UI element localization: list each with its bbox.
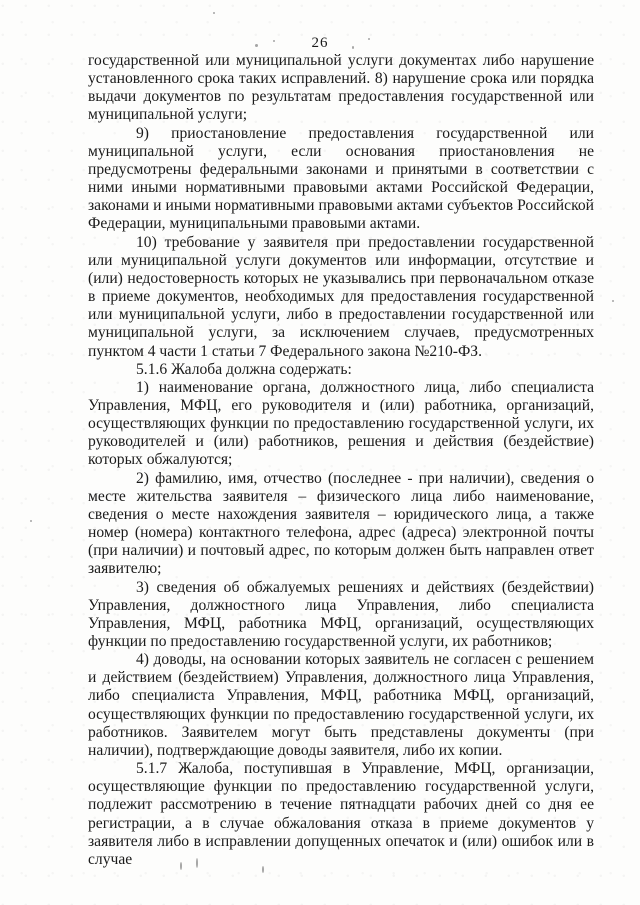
scan-speck — [255, 44, 258, 47]
scan-speck — [612, 300, 614, 302]
paragraph: 10) требование у заявителя при предоставлении государственной или муниципальной услуги документов или информации, отсутствие и (или) недостоверность которых не указывались при первоначальном отказе в приеме документов, необходимых для предоставления государственной или муниципальной услуги, либо в предоставлении государственной или муниципальной услуги, за исключением случаев, предусмотренных пунктом 4 части 1 статьи 7 Федерального закона №210-ФЗ. — [88, 233, 594, 360]
page-number: 26 — [311, 35, 329, 51]
scan-speck — [180, 862, 182, 870]
paragraph: государственной или муниципальной услуги документах либо нарушение установленного срока таких исправлений. 8) нарушение срока или порядка выдачи документов по результатам предоставления государственной или муниципальной услуги; — [88, 52, 594, 124]
paragraph: 3) сведения об обжалуемых решениях и действиях (бездействии) Управления, должностного лица Управления, либо специалиста Управления, МФЦ, работника МФЦ, организаций, осуществляющих функции по предоставлению государственной услуги, их работников; — [88, 578, 594, 650]
paragraph: 5.1.7 Жалоба, поступившая в Управление, МФЦ, организации, осуществляющие функции по предоставлению государственной услуги, подлежит рассмотрению в течение пятнадцати рабочих дней со дня ее регистрации, а в случае обжалования отказа в приеме документов у заявителя либо в исправлении допущенных опечаток и (или) ошибок или в случае — [88, 760, 594, 868]
paragraph: 4) доводы, на основании которых заявитель не согласен с решением и действием (бездействием) Управления, должностного лица Управления, либо специалиста Управления, МФЦ, работника МФЦ, организаций, осуществляющих функции по предоставлению государственной услуги, их работников. Заявителем могут быть представлены документы (при наличии), подтверждающие доводы заявителя, либо их копии. — [88, 651, 594, 759]
scan-speck — [262, 866, 264, 873]
paragraph: 5.1.6 Жалоба должна содержать: — [136, 360, 352, 378]
document-body — [88, 52, 594, 869]
paragraph: 2) фамилию, имя, отчество (последнее - при наличии), сведения о месте жительства заявителя – физического лица либо наименование, сведения о месте нахождения заявителя – юридического лица, а также номер (номера) контактного телефона, адрес (адреса) электронной почты (при наличии) и почтовый адрес, по которым должен быть направлен ответ заявителю; — [88, 469, 594, 578]
scan-speck — [368, 38, 370, 40]
paragraph: 9) приостановление предоставления государственной или муниципальной услуги, если основания приостановления не предусмотрены федеральными законами и принятыми в соответствии с ними иными нормативными правовыми актами Российской Федерации, законами и иными нормативными правовыми актами субъектов Российской Федерации, муниципальными правовыми актами. — [88, 124, 594, 233]
scan-speck — [213, 12, 215, 14]
scan-speck — [352, 46, 354, 49]
scan-speck — [196, 858, 198, 868]
paragraph: 1) наименование органа, должностного лица, либо специалиста Управления, МФЦ, его руководителя и (или) работника, организаций, осуществляющих функции по предоставлению государственной услуги, их руководителей и (или) работников, решения и действия (бездействие) которых обжалуются; — [88, 378, 594, 469]
scan-speck — [30, 520, 32, 522]
scan-speck — [273, 40, 275, 42]
